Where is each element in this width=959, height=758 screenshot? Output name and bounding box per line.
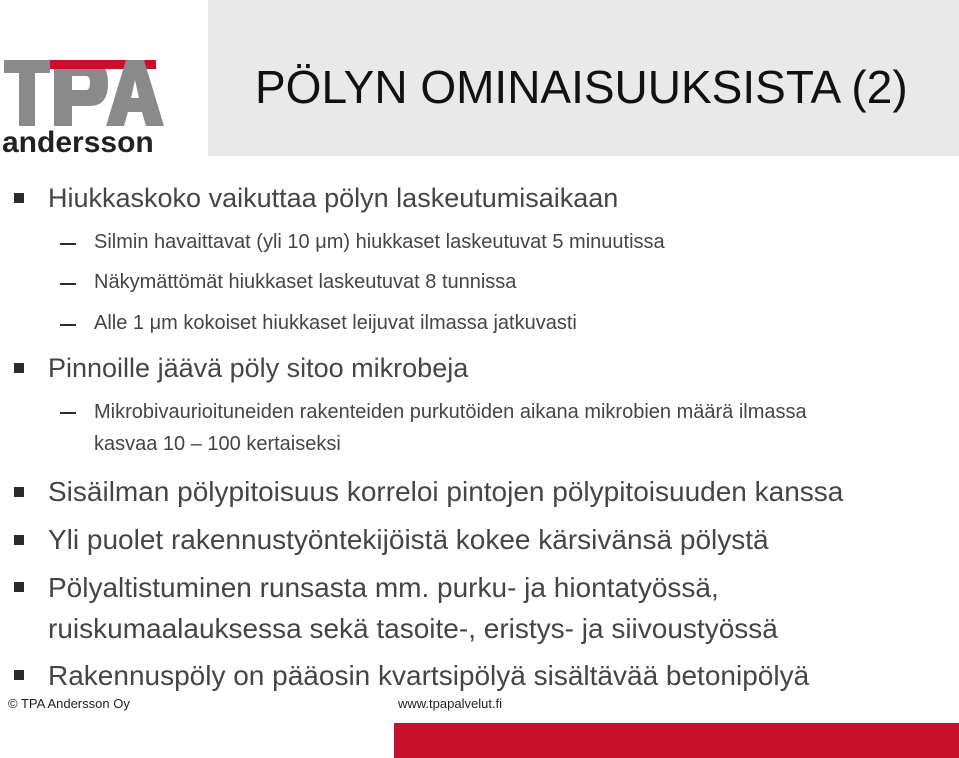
dash-bullet-icon	[60, 283, 76, 285]
slide-title: PÖLYN OMINAISUUKSISTA (2)	[255, 61, 908, 113]
dash-bullet-icon	[60, 324, 76, 326]
square-bullet-icon	[14, 193, 24, 203]
square-bullet-icon	[14, 363, 24, 373]
tpa-andersson-logo	[2, 48, 164, 156]
bullet-level2: Näkymättömät hiukkaset laskeutuvat 8 tunnissa	[94, 271, 517, 293]
accent-bar	[394, 723, 959, 758]
bullet-level2: Alle 1 μm kokoiset hiukkaset leijuvat ilmassa jatkuvasti	[94, 312, 577, 334]
dash-bullet-icon	[60, 243, 76, 245]
bullet-level1: Pinnoille jäävä pöly sitoo mikrobeja	[48, 353, 469, 383]
dash-bullet-icon	[60, 412, 76, 414]
logo-wordmark: andersson	[2, 126, 154, 156]
bullet-level1: Rakennuspöly on pääosin kvartsipölyä sisältävää betonipölyä	[48, 660, 810, 691]
bullet-level1: Pölyaltistuminen runsasta mm. purku- ja hiontatyössä, ruiskumaalauksessa sekä tasoite-, eristys- ja siivoustyössä	[48, 572, 778, 644]
footer-copyright: © TPA Andersson Oy	[8, 696, 130, 711]
square-bullet-icon	[14, 535, 24, 545]
bullet-level1: Hiukkaskoko vaikuttaa pölyn laskeutumisaikaan	[48, 183, 619, 213]
square-bullet-icon	[14, 670, 24, 680]
footer-website-link[interactable]: www.tpapalvelut.fi	[398, 696, 503, 711]
bullet-level2: Silmin havaittavat (yli 10 μm) hiukkaset laskeutuvat 5 minuutissa	[94, 231, 665, 253]
bullet-level1: Sisäilman pölypitoisuus korreloi pintojen pölypitoisuuden kanssa	[48, 476, 844, 507]
square-bullet-icon	[14, 487, 24, 497]
square-bullet-icon	[14, 582, 24, 592]
bullet-level2: Mikrobivaurioituneiden rakenteiden purkutöiden aikana mikrobien määrä ilmassa kasvaa 10 – 100 kertaiseksi	[94, 401, 807, 455]
bullet-level1: Yli puolet rakennustyöntekijöistä kokee kärsivänsä pölystä	[48, 524, 769, 555]
